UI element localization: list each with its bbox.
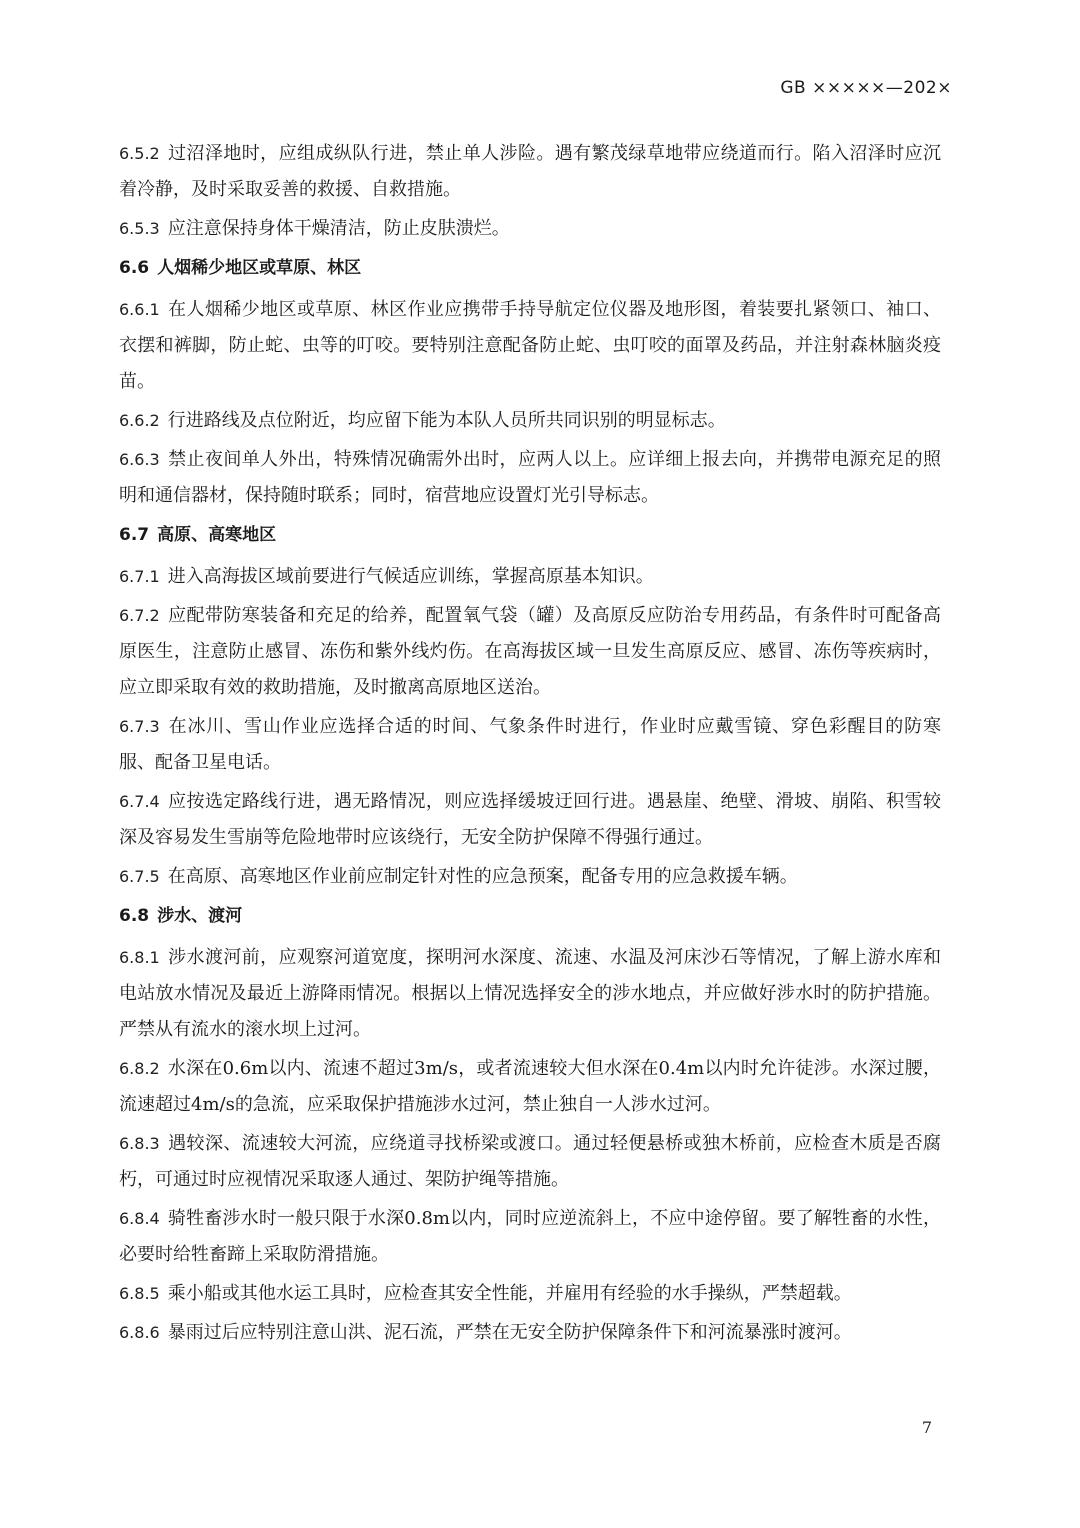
clause-text: 过沼泽地时，应组成纵队行进，禁止单人涉险。遇有繁茂绿草地带应绕道而行。陷入沼泽时应沉着冷静，及时采取妥善的救援、自救措施。 <box>119 143 941 200</box>
clause-text: 暴雨过后应特别注意山洪、泥石流，严禁在无安全防护保障条件下和河流暴涨时渡河。 <box>167 1322 852 1343</box>
section-title: 人烟稀少地区或草原、林区 <box>157 258 362 278</box>
clause-6-7-1 <box>119 559 941 595</box>
clause-text: 在高原、高寒地区作业前应制定针对性的应急预案，配备专用的应急救援车辆。 <box>167 866 798 887</box>
clause-number: 6.7.2 <box>119 606 160 625</box>
section-number: 6.7 <box>119 525 150 545</box>
clause-number: 6.8.3 <box>119 1134 160 1153</box>
clause-text: 应按选定路线行进，遇无路情况，则应选择缓坡迂回行进。遇悬崖、绝壁、滑坡、崩陷、积雪较深及容易发生雪崩等危险地带时应该绕行，无安全防护保障不得强行通过。 <box>119 791 941 848</box>
clause-6-5-3 <box>119 211 941 247</box>
clause-6-6-2 <box>119 403 941 439</box>
clause-number: 6.8.1 <box>119 948 160 967</box>
clause-6-8-2 <box>119 1051 941 1123</box>
clause-text: 骑牲畜涉水时一般只限于水深0.8m以内，同时应逆流斜上，不应中途停留。要了解牲畜的水性，必要时给牲畜蹄上采取防滑措施。 <box>119 1208 941 1265</box>
section-heading-6-7 <box>119 517 941 553</box>
clause-number: 6.6.2 <box>119 411 160 430</box>
section-number: 6.6 <box>119 258 150 278</box>
page-number: 7 <box>921 1418 932 1437</box>
clause-text: 乘小船或其他水运工具时，应检查其安全性能，并雇用有经验的水手操纵，严禁超载。 <box>167 1283 852 1304</box>
clause-text: 进入高海拔区域前要进行气候适应训练，掌握高原基本知识。 <box>167 566 654 587</box>
clause-text: 在冰川、雪山作业应选择合适的时间、气象条件时进行，作业时应戴雪镜、穿色彩醒目的防寒服、配备卫星电话。 <box>119 716 941 773</box>
section-heading-6-6 <box>119 250 941 286</box>
clause-6-8-1 <box>119 940 941 1048</box>
section-number: 6.8 <box>119 906 150 926</box>
clause-text: 行进路线及点位附近，均应留下能为本队人员所共同识别的明显标志。 <box>167 410 726 431</box>
clause-6-5-2 <box>119 136 941 208</box>
clause-6-8-6 <box>119 1315 941 1351</box>
clause-6-7-3 <box>119 709 941 781</box>
clause-number: 6.7.3 <box>119 717 160 736</box>
clause-number: 6.6.1 <box>119 300 160 319</box>
clause-text: 水深在0.6m以内、流速不超过3m/s，或者流速较大但水深在0.4m以内时允许徒涉。水深过腰，流速超过4m/s的急流，应采取保护措施涉水过河，禁止独自一人涉水过河。 <box>119 1058 941 1115</box>
clause-number: 6.5.3 <box>119 219 160 238</box>
clause-number: 6.8.6 <box>119 1323 160 1342</box>
clause-6-6-1 <box>119 292 941 400</box>
section-title: 高原、高寒地区 <box>157 525 277 545</box>
clause-number: 6.7.5 <box>119 867 160 886</box>
document-body <box>119 136 941 1354</box>
clause-number: 6.6.3 <box>119 450 160 469</box>
clause-text: 在人烟稀少地区或草原、林区作业应携带手持导航定位仪器及地形图，着装要扎紧领口、袖口、衣摆和裤脚，防止蛇、虫等的叮咬。要特别注意配备防止蛇、虫叮咬的面罩及药品，并注射森林脑炎疫苗。 <box>119 299 941 392</box>
clause-number: 6.8.4 <box>119 1209 160 1228</box>
clause-number: 6.8.5 <box>119 1284 160 1303</box>
clause-number: 6.8.2 <box>119 1059 160 1078</box>
clause-6-8-5 <box>119 1276 941 1312</box>
clause-text: 禁止夜间单人外出，特殊情况确需外出时，应两人以上。应详细上报去向，并携带电源充足的照明和通信器材，保持随时联系；同时，宿营地应设置灯光引导标志。 <box>119 449 941 506</box>
clause-number: 6.7.1 <box>119 567 160 586</box>
clause-6-6-3 <box>119 442 941 514</box>
clause-text: 遇较深、流速较大河流，应绕道寻找桥梁或渡口。通过轻便悬桥或独木桥前，应检查木质是否腐朽，可通过时应视情况采取逐人通过、架防护绳等措施。 <box>119 1133 941 1190</box>
section-title: 涉水、渡河 <box>157 906 243 926</box>
clause-6-7-2 <box>119 598 941 706</box>
clause-6-8-4 <box>119 1201 941 1273</box>
clause-number: 6.7.4 <box>119 792 160 811</box>
clause-text: 涉水渡河前，应观察河道宽度，探明河水深度、流速、水温及河床沙石等情况，了解上游水库和电站放水情况及最近上游降雨情况。根据以上情况选择安全的涉水地点，并应做好涉水时的防护措施。严禁从有流水的滚水坝上过河。 <box>119 947 941 1040</box>
clause-6-8-3 <box>119 1126 941 1198</box>
section-heading-6-8 <box>119 898 941 934</box>
document-code-header: GB ×××××—202× <box>780 78 952 98</box>
clause-6-7-4 <box>119 784 941 856</box>
clause-6-7-5 <box>119 859 941 895</box>
clause-text: 应注意保持身体干燥清洁，防止皮肤溃烂。 <box>167 218 510 239</box>
clause-number: 6.5.2 <box>119 144 160 163</box>
clause-text: 应配带防寒装备和充足的给养，配置氧气袋（罐）及高原反应防治专用药品，有条件时可配备高原医生，注意防止感冒、冻伤和紫外线灼伤。在高海拔区域一旦发生高原反应、感冒、冻伤等疾病时，应立即采取有效的救助措施，及时撤离高原地区送治。 <box>119 605 941 698</box>
